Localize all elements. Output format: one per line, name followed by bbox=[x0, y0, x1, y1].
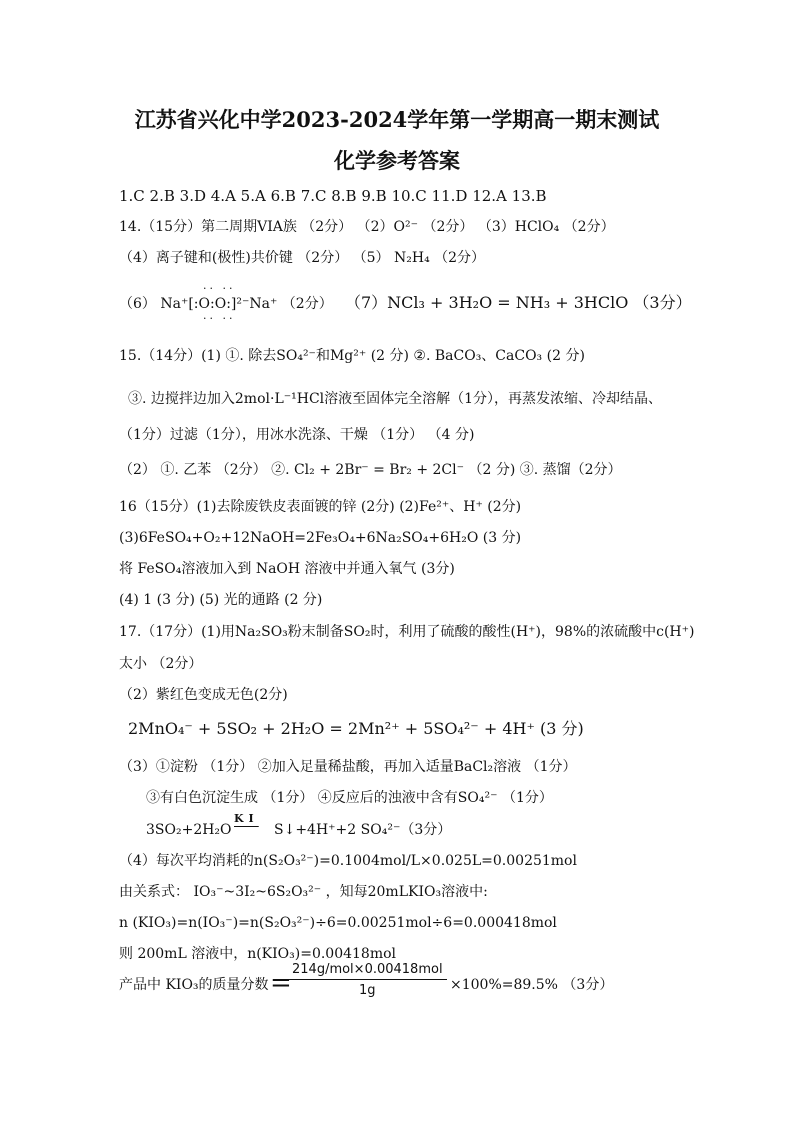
q15-line2: ③. 边搅拌边加入2mol·L⁻¹HCl溶液至固体完全溶解（1分），再蒸发浓缩、冷却结晶、 bbox=[128, 391, 663, 407]
multiple-choice-answers: 1.C 2.B 3.D 4.A 5.A 6.B 7.C 8.B 9.B 10.C 11.D 12.A 13.B bbox=[119, 187, 547, 205]
q17-line8: （4）每次平均消耗的n(S₂O₃²⁻)=0.1004mol/L×0.025L=0.00251mol bbox=[119, 853, 577, 869]
fraction-numerator: 214g/mol×0.00418mol bbox=[288, 962, 447, 980]
fraction-denominator: 1g bbox=[359, 983, 376, 998]
q17-line12-label: 产品中 KIO₃的质量分数 bbox=[119, 977, 269, 993]
electron-dots-top: ·· ·· bbox=[203, 282, 236, 295]
q15-line4: （2） ①. 乙苯 （2分） ②. Cl₂ + 2Br⁻ = Br₂ + 2Cl⁻ （2 分) ③. 蒸馏（2分） bbox=[119, 462, 622, 478]
q17-equation: 2MnO₄⁻ + 5SO₂ + 2H₂O = 2Mn²⁺ + 5SO₄²⁻ + 4H⁺ (3 分) bbox=[128, 719, 584, 738]
q17-line9: 由关系式： IO₃⁻~3I₂~6S₂O₃²⁻ ，知每20mLKIO₃溶液中: bbox=[119, 884, 488, 900]
q15-line3: （1分）过滤（1分），用冰水洗涤、干燥 （1分） （4 分) bbox=[119, 427, 475, 443]
q16-line1: 16（15分）(1)去除废铁皮表面镀的锌 (2分) (2)Fe²⁺、H⁺ (2分) bbox=[119, 499, 522, 515]
q17-line10: n (KIO₃)=n(IO₃⁻)=n(S₂O₃²⁻)÷6=0.00251mol÷6=0.000418mol bbox=[119, 915, 557, 931]
q15-line1: 15.（14分）(1) ①. 除去SO₄²⁻和Mg²⁺ (2 分) ②. BaCO₃、CaCO₃ (2 分) bbox=[119, 348, 585, 364]
q17-line12-result: ×100%=89.5% （3分） bbox=[450, 977, 614, 993]
reaction-condition: KI bbox=[234, 812, 259, 825]
q17-line6: ③有白色沉淀生成 （1分） ④反应后的浊液中含有SO₄²⁻ （1分） bbox=[146, 790, 553, 806]
q17-line2: 太小 （2分） bbox=[119, 656, 203, 672]
mass-fraction bbox=[288, 962, 447, 998]
q16-line4: (4) 1 (3 分) (5) 光的通路 (2 分) bbox=[119, 592, 323, 608]
electron-dots-bottom: ·· ·· bbox=[203, 312, 236, 325]
q16-line3: 将 FeSO₄溶液加入到 NaOH 溶液中并通入氧气 (3分) bbox=[119, 561, 455, 577]
q17-line5: （3）①淀粉 （1分） ②加入足量稀盐酸，再加入适量BaCl₂溶液 （1分） bbox=[119, 759, 577, 775]
equals-sign: = bbox=[270, 968, 292, 998]
document-subtitle: 化学参考答案 bbox=[334, 148, 460, 173]
q16-line2: (3)6FeSO₄+O₂+12NaOH=2Fe₃O₄+6Na₂SO₄+6H₂O (3 分) bbox=[119, 530, 522, 546]
q14-line3-formula: （6） Na⁺[:O:O:]²⁻Na⁺ （2分） bbox=[119, 296, 333, 312]
q14-line3-equation: （7）NCl₃ + 3H₂O = NH₃ + 3HClO （3分） bbox=[345, 293, 692, 312]
document-title: 江苏省兴化中学2023-2024学年第一学期高一期末测试 bbox=[134, 107, 660, 132]
q14-line2: （4）离子键和(极性)共价键 （2分） （5） N₂H₄ （2分） bbox=[119, 250, 486, 266]
q14-line1: 14.（15分）第二周期VIA族 （2分） （2）O²⁻ （2分） （3）HClO₄ （2分） bbox=[119, 219, 615, 235]
q17-line11: 则 200mL 溶液中，n(KIO₃)=0.00418mol bbox=[119, 946, 397, 962]
q17-line3: （2）紫红色变成无色(2分) bbox=[119, 687, 288, 703]
q17-line7-right: S↓+4H⁺+2 SO₄²⁻（3分） bbox=[274, 822, 452, 838]
q17-line1: 17.（17分）(1)用Na₂SO₃粉末制备SO₂时，利用了硫酸的酸性(H⁺)，98%的浓硫酸中c(H⁺) bbox=[119, 624, 695, 640]
q17-line7-left: 3SO₂+2H₂O bbox=[146, 822, 232, 838]
